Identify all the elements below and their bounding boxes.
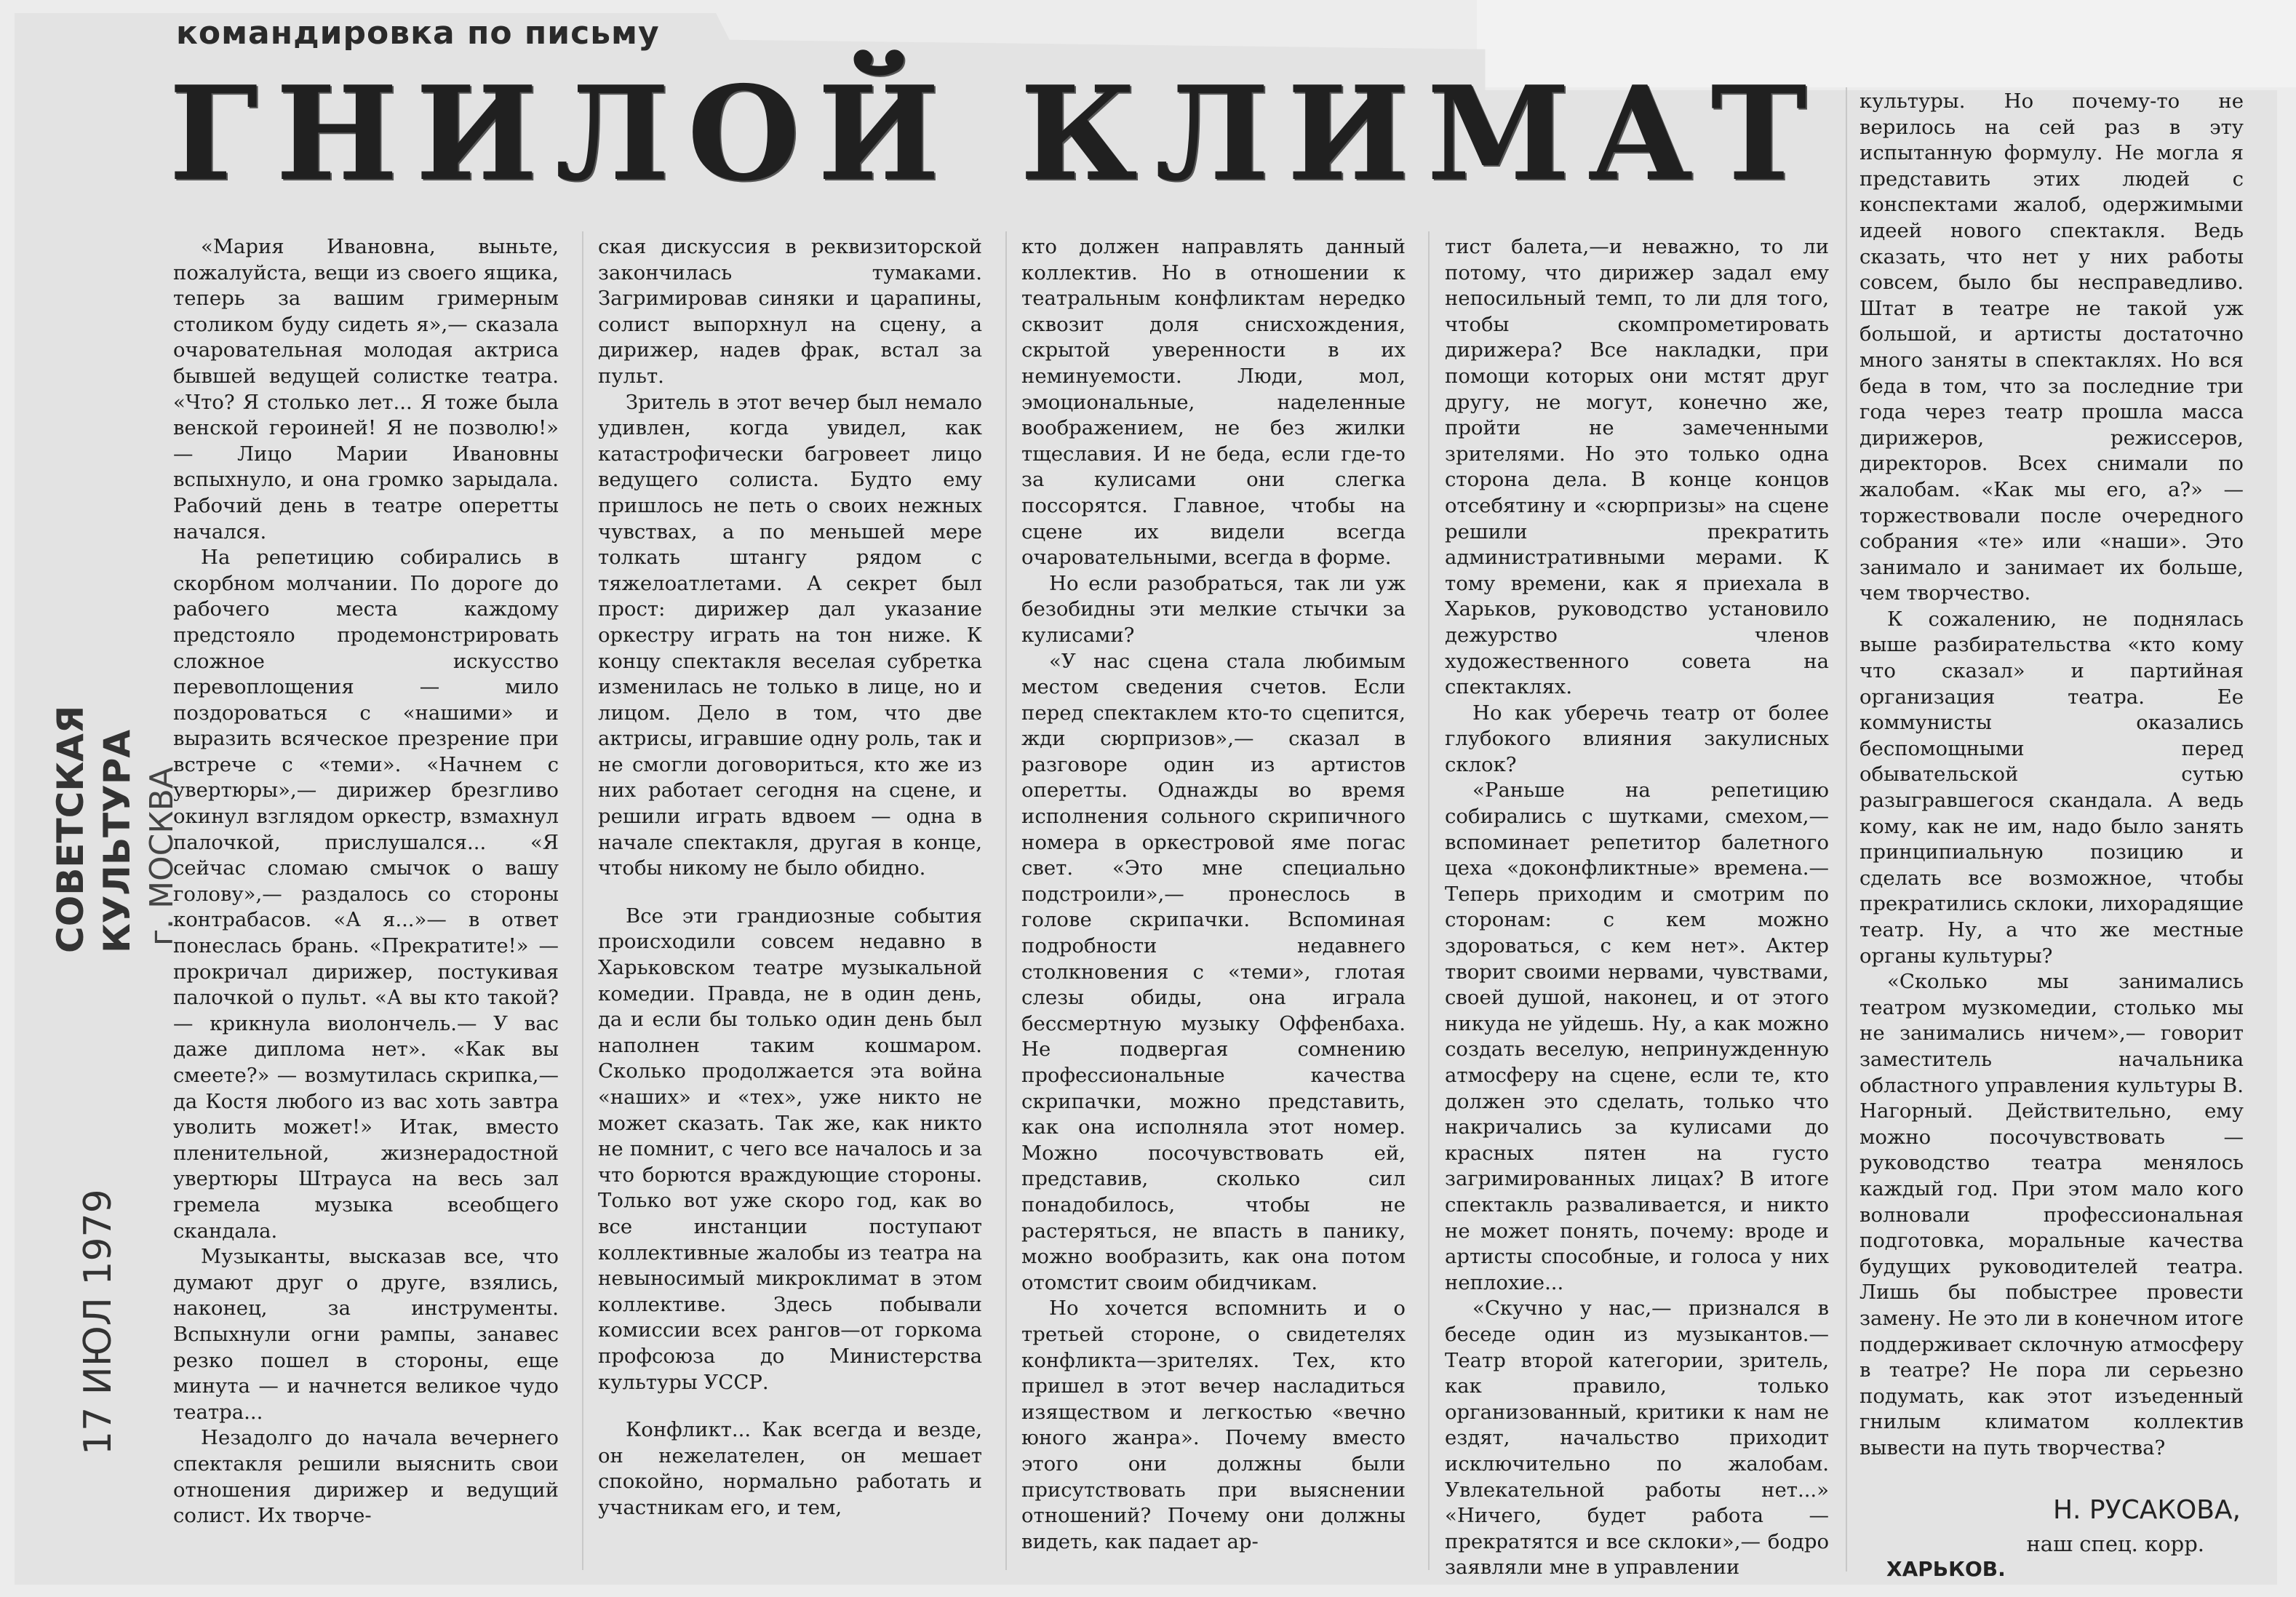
article-column-4 [1445,234,1829,1581]
paragraph: Все эти грандиозные события происходили совсем недавно в Харьковском театре музыкальной комедии. Правда, не в один день, да и если бы только один день был наполнен таким кошмаром. Сколько продолжается эта война «наших» и «тех», уже никто не может сказать. Так же, как никто не помнит, с чего все началось и за что борются враждующие стороны. Только вот уже скоро год, как во все инстанции поступают коллективные жалобы из театра на невыносимый микроклимат в этом коллективе. Здесь побывали комиссии всех рангов—от горкома профсоюза до Министерства культуры УССР. [598,904,982,1394]
paragraph: тист балета,—и неважно, то ли потому, что дирижер задал ему непосильный темп, то ли для того, чтобы скомпрометировать дирижера? Все накладки, при помощи которых они мстят друг другу, не могут, конечно же, пройти не замеченными зрителями. Но это только одна сторона дела. В конце концов отсебятину и «сюрпризы» на сцене решили прекратить административными мерами. К тому времени, как я приехала в Харьков, руководство установило дежурство членов художественного совета на спектаклях. [1445,235,1829,699]
article-column-2 [598,234,982,1521]
author-role: наш спец. корр. [2026,1532,2204,1556]
paragraph: «Мария Ивановна, выньте, пожалуйста, вещи из своего ящика, теперь за вашим гримерным столиком буду сидеть я»,— сказала очаровательная молодая актриса бывшей ведущей солистке театра. «Что? Я столько лет... Я тоже была венской героиней! Я не позволю!» — Лицо Марии Ивановны вспыхнуло, и она громко зарыдала. Рабочий день в театре оперетты начался. [173,235,559,543]
paragraph: культуры. Но почему-то не верилось на сей раз в эту испытанную формулу. Не могла я представить этих людей с конспектами жалоб, одержимыми идеей нового спектакля. Ведь сказать, что нет у них работы совсем, было бы несправедливо. Штат в театре не такой уж большой, и артисты достаточно много заняты в спектаклях. Но вся беда в том, что за последние три года через театр прошла масса дирижеров, режиссеров, директоров. Всех снимали по жалобам. «Как мы его, а?» — торжествовали после очередного собрания «те» или «наши». Это занимало и занимает их больше, чем творчество. [1859,89,2244,605]
headline: ГНИЛОЙ КЛИМАТ [169,57,1825,210]
paragraph: На репетицию собирались в скорбном молчании. По дороге до рабочего места каждому предстояло продемонстрировать сложное искусство перевоплощения — мило поздороваться с «нашими» и выразить всяческое презрение при встрече с «теми». «Начнем с увертюры»,— дирижер брезгливо окинул взглядом оркестр, взмахнул палочкой, прислушался... «Я сейчас сломаю смычок о вашу голову»,— раздалось со стороны контрабасов. «А я...»— в ответ понеслась брань. «Прекратите!» — прокричал дирижер, постукивая палочкой о пульт. «А вы кто такой? — крикнула виолончель.— У вас даже диплома нет». «Как вы смеете?» — возмутилась скрипка,— да Костя любого из вас хоть завтра уволить может!» Итак, вместо пленительной, жизнерадостной увертюры Штрауса на весь зал гремела музыка всеобщего скандала. [173,546,559,1243]
paragraph: Но если разобраться, так ли уж безобидны эти мелкие стычки за кулисами? [1021,571,1406,647]
column-rule [1005,231,1007,1570]
paragraph: «Скучно у нас,— признался в беседе один из музыкантов.— Театр второй категории, зритель, как правило, только организованный, критики к нам не ездят, начальство приходит исключительно по жалобам. Увлекательной работы нет...» «Ничего, будет работа — прекратятся и все склоки»,— бодро заявляли мне в управлении [1445,1297,1829,1580]
paragraph: Музыканты, высказав все, что думают друг о друге, взялись, наконец, за инструменты. Вспыхнули огни рампы, занавес резко пошел в стороны, еще минута — и начнется великое чудо театра... [173,1245,559,1424]
paragraph: Но как уберечь театр от более глубокого влияния закулисных склок? [1445,701,1829,776]
paragraph: Но хочется вспомнить и о третьей стороне, о свидетелях конфликта—зрителях. Тех, кто пришел в этот вечер насладиться изяществом и легкостью «вечно юного жанра». Почему вместо этого они должны были присутствовать при выяснении отношений? Почему они должны видеть, как падает ар- [1021,1297,1406,1553]
column-rule [582,231,583,1570]
paragraph: «У нас сцена стала любимым местом сведения счетов. Если перед спектаклем кто-то сцепится, жди сюрпризов»,— сказал в разговоре один из артистов оперетты. Однажды во время исполнения сольного скрипичного номера в оркестровой яме погас свет. «Это мне специально подстроили»,— пронеслось в голове скрипачки. Вспоминая подробности недавнего столкновения с «теми», глотая слезы обиды, она играла бессмертную музыку Оффенбаха. Не подвергая сомнению профессиональные качества скрипачки, можно представить, как она исполняла этот номер. Можно посочувствовать ей, представив, сколько сил понадобилось, чтобы не растеряться, не впасть в панику, можно вообразить, как она потом отомстит своим обидчикам. [1021,649,1406,1294]
stamp-city: г. МОСКВА [143,767,180,946]
paragraph: Конфликт... Как всегда и везде, он нежелателен, он мешает спокойно, нормально работать и участникам его, и тем, [598,1418,982,1519]
paragraph: Незадолго до начала вечернего спектакля решили выяснить свои отношения дирижер и ведущий солист. Их творче- [173,1426,559,1528]
newspaper-stamp [47,546,180,953]
article-column-5 [1859,89,2244,1461]
author-name: Н. РУСАКОВА, [2052,1495,2241,1525]
paragraph: «Сколько мы занимались театром музкомедии, столько мы не занимались ничем»,— говорит заместитель начальника областного управления культуры В. Нагорный. Действительно, ему можно посочувствовать — руководство театра менялось каждый год. При этом мало кого волновали профессиональная подготовка, моральные качества будущих руководителей театра. Лишь бы побыстрее провести замену. Не это ли в конечном итоге поддерживает склочную атмосферу в театре? Не пора ли серьезно подумать, как этот изъеденный гнилым климатом коллектив вывести на путь творчества? [1859,970,2244,1459]
paragraph: кто должен направлять данный коллектив. Но в отношении к театральным конфликтам нередко сквозит доля снисхождения, скрытой уверенности в их неминуемости. Люди, мол, эмоциональные, наделенные воображением, не без жилки тщеславия. И не беда, если где-то за кулисами они слегка поссорятся. Главное, чтобы на сцене их видели всегда очаровательными, всегда в форме. [1021,235,1406,570]
dateline-city: ХАРЬКОВ. [1886,1557,2006,1581]
stamp-date: 17 ИЮЛ 1979 [76,1189,120,1455]
paragraph: ская дискуссия в реквизиторской закончилась тумаками. Загримировав синяки и царапины, солист выпорхнул на сцену, а дирижер, надев фрак, встал за пульт. [598,235,982,388]
paragraph: Зритель в этот вечер был немало удивлен, когда увидел, как катастрофически багровеет лицо ведущего солиста. Будто ему пришлось не петь о своих нежных чувствах, а по меньшей мере толкать штангу рядом с тяжелоатлетами. А секрет был прост: дирижер дал указание оркестру играть на тон ниже. К концу спектакля веселая субретка изменилась не только в лице, но и лицом. Дело в том, что две актрисы, игравшие одну роль, так и не смогли договориться, кто же из них работает сегодня на сцене, и решили играть вдвоем — одна в начале спектакля, другая в конце, чтобы никому не было обидно. [598,390,982,880]
paragraph: К сожалению, не поднялась выше разбирательства «кто кому что сказал» и партийная организация театра. Ее коммунисты оказались беспомощными перед обывательской сутью разыгравшегося скандала. А ведь кому, как не им, надо было занять принципиальную позицию и сделать все возможное, чтобы прекратились склоки, лихорадящие театр. Ну, а что же местные органы культуры? [1859,607,2244,968]
article-column-3 [1021,234,1406,1555]
paragraph: «Раньше на репетицию собирались с шутками, смехом,— вспоминает репетитор балетного цеха «доконфликтные» времена.— Теперь приходим и смотрим по сторонам: с кем можно здороваться, с кем нет». Актер творит своими нервами, чувствами, своей душой, наконец, и от этого никуда не уйдешь. Ну, а как можно создать веселую, непринужденную атмосферу на сцене, если те, кто должен это сделать, только что накричались за кулисами до красных пятен на густо загримированных лицах? В итоге спектакль разваливается, и никто не может понять, почему: вроде и артисты способные, и голоса у них неплохие... [1445,778,1829,1294]
column-rule [1428,231,1430,1570]
column-rule [1846,87,1847,1572]
article-column-1 [173,234,559,1529]
stamp-date-box [62,1135,142,1455]
stamp-newspaper: СОВЕТСКАЯ КУЛЬТУРА [49,705,138,953]
rubric: командировка по письму [176,15,660,52]
